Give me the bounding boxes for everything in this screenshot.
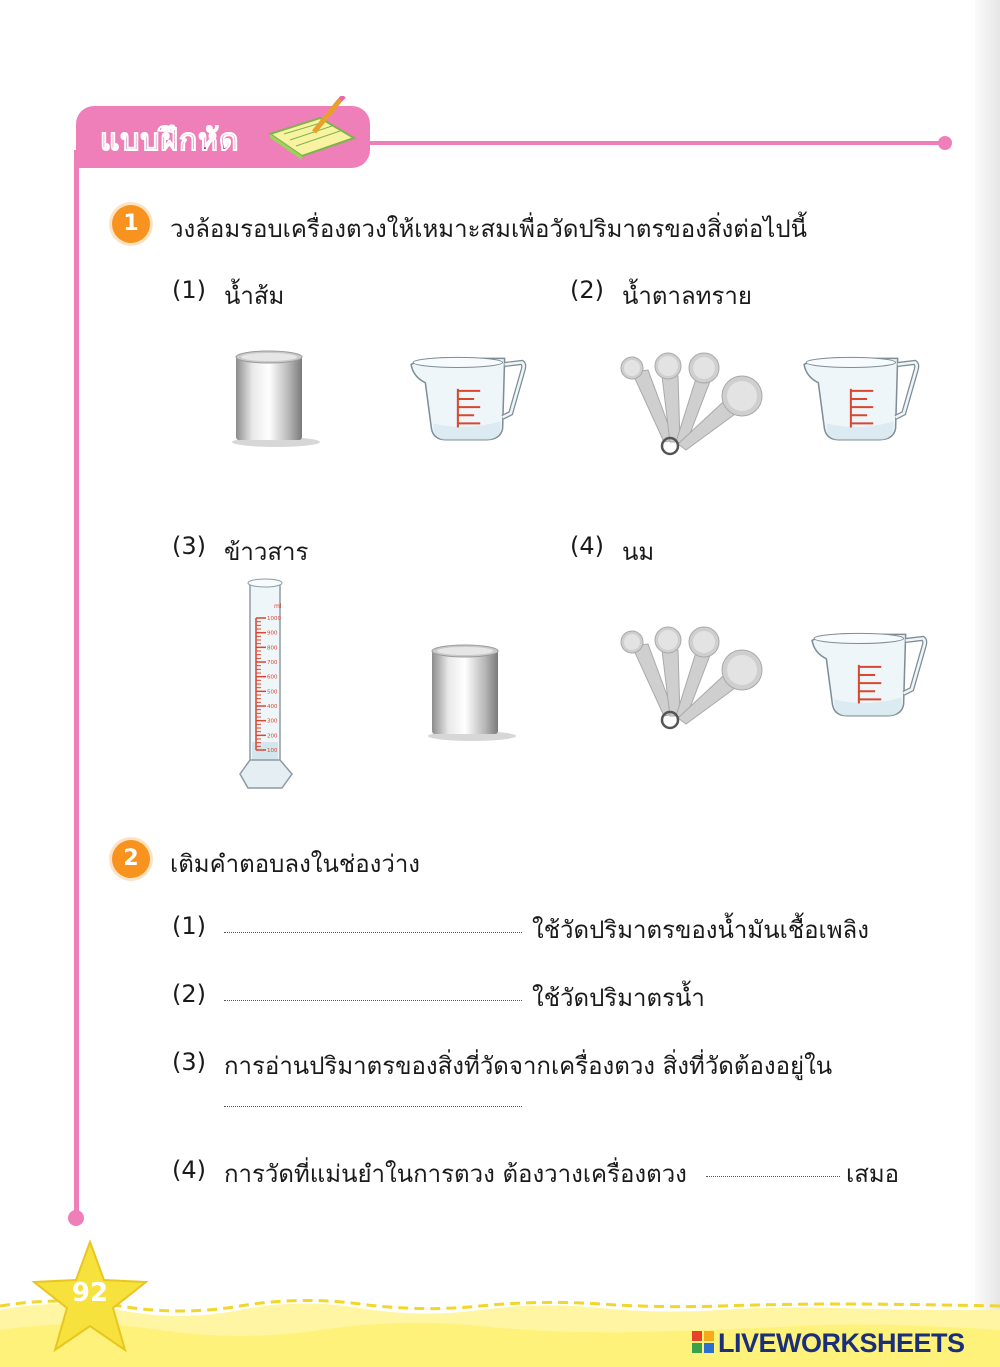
header-rule (360, 141, 944, 145)
q2-item-4-answer-blank[interactable] (706, 1176, 840, 1177)
measuring-can-1[interactable] (230, 348, 322, 448)
cylinder-tick-label: 200 (267, 733, 278, 740)
q2-item-4-number: (4) (172, 1156, 206, 1184)
cylinder-tick-label: 1000 (267, 616, 281, 622)
question-2-badge: 2 (112, 840, 150, 878)
graduated-cylinder-3[interactable] (236, 578, 298, 792)
q2-item-4-suffix: เสมอ (846, 1160, 900, 1188)
page-edge-shadow (975, 0, 1000, 1367)
liveworksheets-logo-icon (692, 1331, 714, 1353)
measuring-cup-2[interactable] (798, 352, 920, 444)
q2-item-2-answer-blank[interactable] (224, 1000, 522, 1001)
q2-item-2-text: ใช้วัดปริมาตรน้ำ (532, 984, 705, 1012)
q1-item-4-number: (4) (570, 532, 604, 560)
q2-item-2-number: (2) (172, 980, 206, 1008)
q1-item-3-number: (3) (172, 532, 206, 560)
margin-rule (74, 150, 79, 1216)
q1-item-2-number: (2) (570, 276, 604, 304)
q2-item-1-text: ใช้วัดปริมาตรของน้ำมันเชื้อเพลิง (532, 916, 869, 944)
measuring-can-3[interactable] (426, 642, 518, 742)
cylinder-tick-label: 400 (267, 704, 278, 710)
cylinder-tick-label: 100 (267, 748, 278, 754)
q1-item-3-label: ข้าวสาร (224, 538, 309, 566)
q2-item-3-answer-blank[interactable] (224, 1106, 522, 1107)
q2-item-3-number: (3) (172, 1048, 206, 1076)
q1-item-4-label: นม (622, 538, 655, 566)
question-1-badge: 1 (112, 205, 150, 243)
measuring-spoons-2[interactable] (618, 350, 768, 460)
cylinder-tick-label: 600 (267, 674, 278, 681)
cylinder-tick-label: 300 (267, 718, 278, 725)
measuring-cup-1[interactable] (405, 352, 527, 444)
cylinder-tick-label: 800 (267, 645, 278, 652)
cylinder-tick-label: 700 (267, 660, 278, 666)
measuring-spoons-4[interactable] (618, 624, 768, 734)
notebook-pencil-icon (262, 96, 362, 162)
q2-item-1-answer-blank[interactable] (224, 932, 522, 933)
liveworksheets-brand[interactable]: LIVEWORKSHEETS (718, 1328, 965, 1358)
q1-item-1-number: (1) (172, 276, 206, 304)
q2-item-1-number: (1) (172, 912, 206, 940)
cylinder-tick-label: 900 (267, 630, 278, 637)
measuring-cup-4[interactable] (806, 628, 928, 720)
question-2-text: เติมคำตอบลงในช่องว่าง (170, 850, 421, 878)
page-number: 92 (71, 1278, 109, 1308)
q2-item-4-text: การวัดที่แม่นยำในการตวง ต้องวางเครื่องตวง (224, 1160, 687, 1188)
svg-text:ml: ml (274, 603, 282, 610)
q1-item-2-label: น้ำตาลทราย (622, 282, 752, 310)
margin-rule-dot (68, 1210, 84, 1226)
cylinder-tick-label: 500 (267, 689, 278, 696)
question-1-text: วงล้อมรอบเครื่องตวงให้เหมาะสมเพื่อวัดปริมาตรของสิ่งต่อไปนี้ (170, 215, 807, 243)
q1-item-1-label: น้ำส้ม (224, 282, 285, 310)
page-title: แบบฝึกหัด (100, 123, 240, 158)
q2-item-3-text: การอ่านปริมาตรของสิ่งที่วัดจากเครื่องตวง สิ่งที่วัดต้องอยู่ใน (224, 1052, 833, 1080)
header-rule-dot (938, 136, 952, 150)
